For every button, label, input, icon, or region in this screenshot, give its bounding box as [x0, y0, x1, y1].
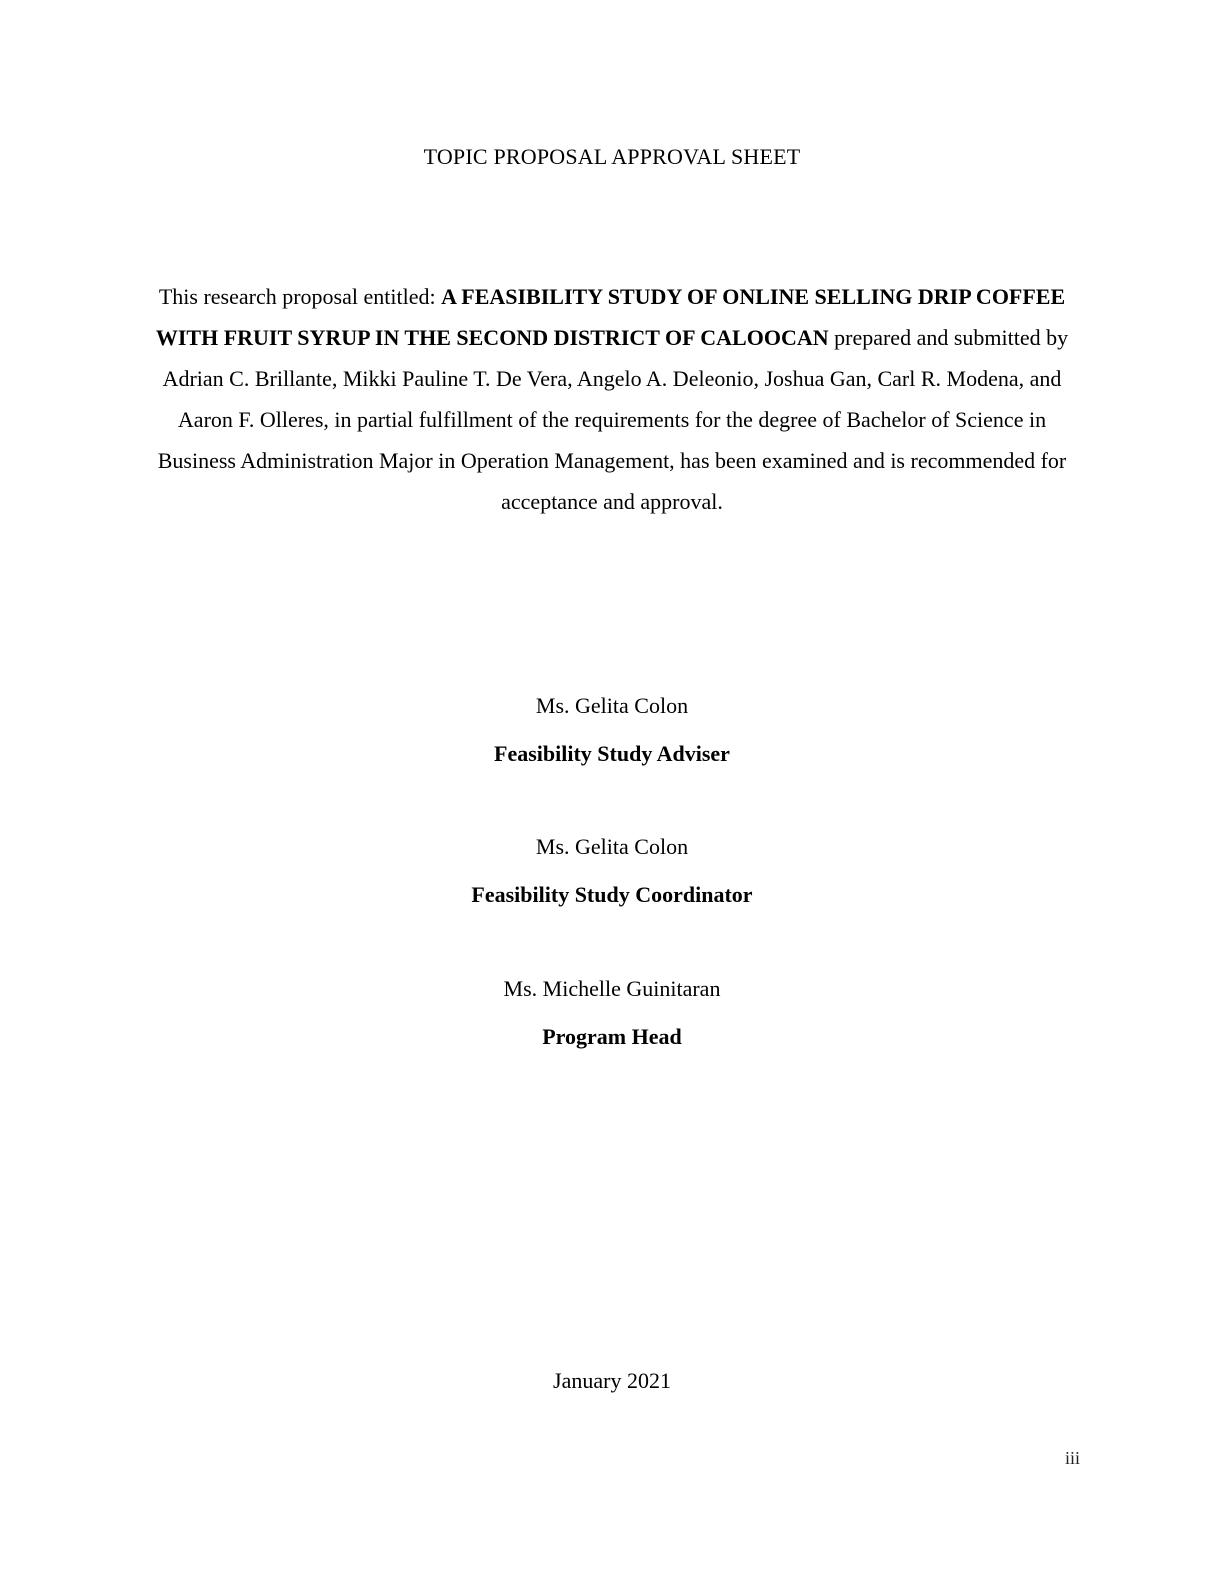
signatory-adviser: [0, 692, 1224, 768]
signatory-name: Ms. Gelita Colon: [535, 693, 689, 718]
study-title: A FEASIBILITY STUDY OF ONLINE SELLING DRIP COFFEE WITH FRUIT SYRUP IN THE SECOND DISTRICT OF CALOOCAN: [155, 284, 1066, 350]
signatory-role: Feasibility Study Adviser: [494, 741, 730, 766]
statement-body: prepared and submitted by Adrian C. Brillante, Mikki Pauline T. De Vera, Angelo A. Deleonio, Joshua Gan, Carl R. Modena, and Aaron F. Olleres, in partial fulfillment of the requirements for the degree of Bachelor of Science in Business Administration Major in Operation Management, has been examined and is recommended for acceptance and approval.: [157, 325, 1069, 514]
signatory-role: Feasibility Study Coordinator: [471, 882, 753, 907]
approval-statement: [140, 276, 1084, 522]
page-number: iii: [1064, 1448, 1080, 1468]
signatory-name: Ms. Michelle Guinitaran: [503, 976, 721, 1001]
signatory-name: Ms. Gelita Colon: [535, 834, 689, 859]
statement-intro: This research proposal entitled:: [158, 284, 442, 309]
signatory-coordinator: [0, 833, 1224, 909]
document-date: January 2021: [553, 1368, 671, 1393]
signatory-program-head: [0, 975, 1224, 1051]
page-title: TOPIC PROPOSAL APPROVAL SHEET: [423, 144, 801, 169]
signatory-role: Program Head: [542, 1024, 682, 1049]
